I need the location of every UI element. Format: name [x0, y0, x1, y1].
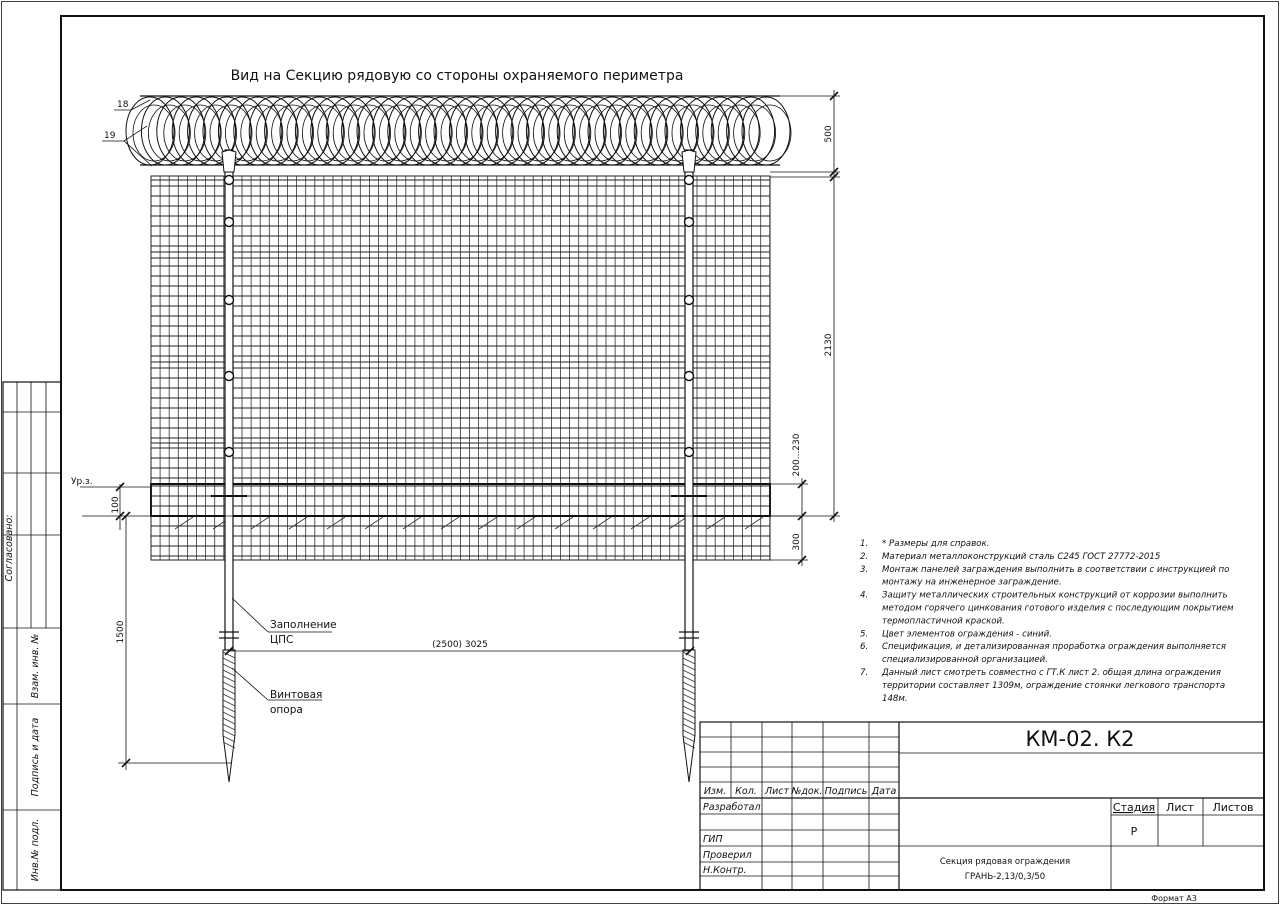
- stamp-agreed: Согласовано:: [4, 514, 15, 582]
- post-spacing-dimension: [225, 640, 694, 655]
- note-1-line-1: * Размеры для справок.: [882, 539, 990, 549]
- role-checked: Проверил: [703, 850, 752, 861]
- clamp-bolt: [225, 296, 234, 305]
- dim-post-spacing: (2500) 3025: [432, 640, 488, 650]
- screw-pile: [683, 650, 695, 782]
- role-norm-control: Н.Контр.: [703, 865, 747, 876]
- note-number-1: 1.: [860, 539, 869, 549]
- clamp-bolt: [225, 372, 234, 381]
- label-pile-2: опора: [270, 704, 303, 716]
- mesh-panel: [151, 176, 770, 560]
- description-line-1: Секция рядовая ограждения: [939, 857, 1071, 867]
- stage-header: Стадия: [1112, 801, 1156, 814]
- sheet-format: Формат А3: [1151, 894, 1197, 903]
- drawing-frame: [61, 16, 1264, 890]
- leader-labels: [232, 598, 337, 716]
- drawing-title: Вид на Секцию рядовую со стороны охраняемого периметра: [230, 68, 684, 84]
- sheet-border: [2, 2, 1279, 904]
- dim-wire-height: 500: [824, 125, 834, 143]
- clamp-bolt: [685, 372, 694, 381]
- note-number-7: 7.: [860, 668, 869, 678]
- stage-value: Р: [1130, 825, 1138, 838]
- col-doc-no: №док.: [791, 786, 823, 797]
- label-pile-1: Винтовая: [270, 689, 323, 701]
- clamp-bolt: [685, 448, 694, 457]
- sheet-header: Лист: [1166, 801, 1194, 814]
- dim-below-ground: 300: [792, 533, 802, 551]
- dim-pile-depth: 1500: [116, 620, 126, 644]
- clamp-bolt: [685, 176, 694, 185]
- role-developer: Разработал: [703, 802, 761, 813]
- sheets-header: Листов: [1212, 801, 1254, 814]
- note-3-line-2: монтажу на инженерное заграждение.: [882, 577, 1062, 588]
- description-line-2: ГРАНЬ-2,13/0,3/50: [964, 872, 1046, 882]
- dim-gap: 200...230: [792, 433, 802, 477]
- screw-pile: [223, 650, 235, 782]
- col-sheet: Лист: [764, 786, 790, 797]
- dim-panel-height: 2130: [824, 333, 834, 357]
- note-7-line-3: 148м.: [882, 693, 908, 704]
- general-notes: [860, 539, 1234, 704]
- note-4-line-3: термопластичной краской.: [882, 616, 1005, 627]
- note-4-line-1: Защиту металлических строительных конструкций от коррозии выполнить: [882, 590, 1228, 601]
- note-7-line-2: территории составляет 1309м, ограждение стоянки легкового транспорта: [882, 680, 1226, 691]
- dim-ground-offset: 100: [111, 496, 121, 514]
- note-number-6: 6.: [860, 642, 869, 653]
- col-date: Дата: [871, 786, 897, 797]
- dimension-chain-right: [760, 90, 840, 566]
- stamp-replace-inv: Взам. инв. №: [30, 633, 41, 699]
- col-change: Изм.: [703, 786, 727, 797]
- note-7-line-1: Данный лист смотреть совместно с ГТ.К лист 2. общая длина ограждения: [882, 668, 1221, 678]
- note-6-line-2: специализированной организацией.: [882, 655, 1048, 666]
- label-fill-1: Заполнение: [270, 619, 337, 631]
- post-bracket: [682, 150, 696, 172]
- callout-19: 19: [104, 131, 116, 141]
- post-bracket: [222, 150, 236, 172]
- note-5-line-1: Цвет элементов ограждения - синий.: [882, 629, 1052, 640]
- col-qty: Кол.: [735, 786, 757, 797]
- clamp-bolt: [685, 218, 694, 227]
- ground-level-label: Ур.з.: [71, 477, 93, 487]
- note-6-line-1: Спецификация, и детализированная проработка ограждения выполняется: [882, 642, 1226, 653]
- note-number-3: 3.: [860, 564, 869, 575]
- role-chief-engineer: ГИП: [703, 834, 723, 845]
- stamp-sign-date: Подпись и дата: [30, 717, 41, 797]
- callouts: [102, 100, 152, 166]
- clamp-bolt: [685, 296, 694, 305]
- post-2: [671, 150, 707, 782]
- side-stamp: [3, 382, 61, 890]
- clamp-bolt: [225, 448, 234, 457]
- col-signature: Подпись: [824, 786, 868, 797]
- clamp-bolt: [225, 218, 234, 227]
- title-block: [700, 722, 1264, 890]
- note-3-line-1: Монтаж панелей заграждения выполнить в соответствии с инструкцией по: [882, 564, 1230, 575]
- note-number-2: 2.: [860, 551, 869, 562]
- note-number-4: 4.: [860, 590, 869, 601]
- document-code: КМ-02. К2: [1025, 727, 1135, 751]
- note-number-5: 5.: [860, 629, 869, 640]
- clamp-bolt: [225, 176, 234, 185]
- ground-hatch: [175, 517, 763, 529]
- label-fill-2: ЦПС: [270, 634, 294, 646]
- stamp-inv-orig: Инв.№ подл.: [30, 818, 41, 882]
- note-4-line-2: методом горячего цинкования готового изделия с последующим покрытием: [882, 603, 1234, 614]
- note-2-line-1: Материал металлоконструкций сталь С245 ГОСТ 27772-2015: [882, 551, 1161, 562]
- callout-18: 18: [117, 100, 129, 110]
- fence-posts: [211, 150, 707, 782]
